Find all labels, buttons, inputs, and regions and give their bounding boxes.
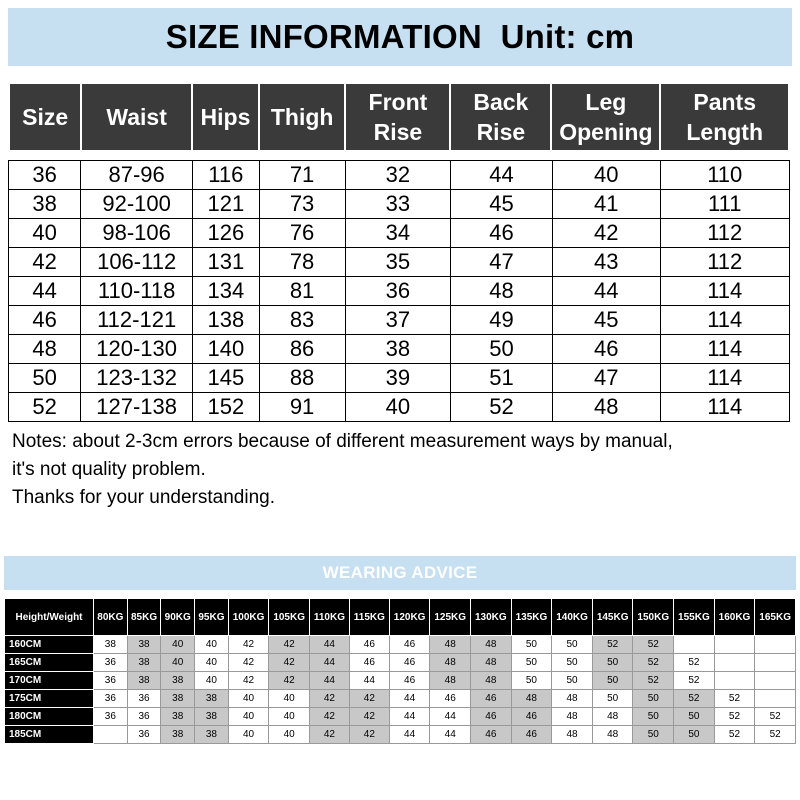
- size-table-cell: 52: [451, 393, 553, 422]
- wearing-size-cell: 48: [471, 672, 512, 690]
- wearing-size-cell: [755, 654, 796, 672]
- size-table-cell: 45: [552, 306, 660, 335]
- size-table: [8, 160, 790, 422]
- weight-header-cell: 125KG: [430, 599, 471, 636]
- weight-header-cell: 150KG: [633, 599, 674, 636]
- size-header-cell: [9, 83, 81, 151]
- wearing-size-cell: 36: [94, 654, 128, 672]
- size-header-label: Leg: [585, 89, 627, 115]
- wearing-size-cell: 50: [633, 708, 674, 726]
- size-table-cell: 126: [193, 219, 260, 248]
- size-table-cell: 145: [193, 364, 260, 393]
- wearing-size-cell: 38: [195, 708, 229, 726]
- wearing-size-cell: 48: [430, 672, 471, 690]
- wearing-size-cell: 50: [674, 708, 715, 726]
- wearing-size-cell: 50: [633, 726, 674, 744]
- weight-header-cell: 155KG: [674, 599, 715, 636]
- wearing-size-cell: [755, 672, 796, 690]
- size-table-cell: 45: [451, 190, 553, 219]
- size-table-cell: 36: [9, 161, 81, 190]
- wearing-size-cell: 50: [552, 636, 593, 654]
- size-table-cell: 111: [660, 190, 790, 219]
- weight-header-cell: 120KG: [389, 599, 430, 636]
- size-table-cell: 116: [193, 161, 260, 190]
- wearing-size-cell: 36: [127, 726, 161, 744]
- wearing-size-cell: 36: [94, 708, 128, 726]
- wearing-size-cell: 50: [511, 636, 552, 654]
- size-table-cell: 120-130: [81, 335, 193, 364]
- size-table-cell: 87-96: [81, 161, 193, 190]
- size-table-cell: 140: [193, 335, 260, 364]
- height-label: 185CM: [5, 726, 94, 744]
- wearing-size-cell: 46: [471, 690, 512, 708]
- wearing-table-row: [5, 636, 796, 654]
- size-table-cell: 50: [9, 364, 81, 393]
- wearing-size-cell: 42: [228, 636, 269, 654]
- title-banner: [8, 8, 792, 66]
- wearing-size-cell: 48: [592, 726, 633, 744]
- size-table-cell: 92-100: [81, 190, 193, 219]
- size-header-label: Rise: [476, 119, 526, 145]
- size-table-cell: 152: [193, 393, 260, 422]
- wearing-size-cell: 52: [633, 636, 674, 654]
- size-table-cell: 114: [660, 393, 790, 422]
- wearing-size-cell: 52: [633, 654, 674, 672]
- wearing-size-cell: 52: [674, 690, 715, 708]
- wearing-size-cell: 38: [127, 672, 161, 690]
- wearing-size-cell: 44: [430, 726, 471, 744]
- weight-header-cell: 165KG: [755, 599, 796, 636]
- weight-header-cell: 110KG: [309, 599, 349, 636]
- page-title: SIZE INFORMATION Unit: cm: [165, 18, 635, 55]
- wearing-size-cell: 38: [161, 708, 195, 726]
- weight-header-cell: 90KG: [161, 599, 195, 636]
- wearing-size-cell: 38: [127, 654, 161, 672]
- weight-header-cell: 135KG: [511, 599, 552, 636]
- size-table-cell: 33: [345, 190, 451, 219]
- wearing-size-cell: 42: [269, 636, 310, 654]
- wearing-size-cell: 52: [755, 708, 796, 726]
- size-table-cell: 41: [552, 190, 660, 219]
- size-table-cell: 48: [9, 335, 81, 364]
- wearing-size-cell: 38: [127, 636, 161, 654]
- wearing-size-cell: 40: [228, 690, 269, 708]
- size-table-cell: 110: [660, 161, 790, 190]
- size-table-cell: 48: [451, 277, 553, 306]
- wearing-size-cell: [94, 726, 128, 744]
- height-label: 180CM: [5, 708, 94, 726]
- size-table-cell: 114: [660, 277, 790, 306]
- wearing-corner-header: Height/Weight: [5, 599, 94, 636]
- size-header-cell: [345, 83, 450, 151]
- height-label: 170CM: [5, 672, 94, 690]
- size-table-cell: 47: [552, 364, 660, 393]
- wearing-size-cell: 48: [430, 636, 471, 654]
- size-table-cell: 46: [9, 306, 81, 335]
- wearing-size-cell: 40: [195, 654, 229, 672]
- wearing-size-cell: 42: [269, 672, 310, 690]
- wearing-size-cell: 38: [161, 726, 195, 744]
- size-table-cell: 42: [552, 219, 660, 248]
- wearing-size-cell: 50: [552, 672, 593, 690]
- wearing-size-cell: 50: [592, 690, 633, 708]
- wearing-size-cell: 42: [349, 708, 389, 726]
- wearing-size-cell: 40: [161, 654, 195, 672]
- wearing-size-cell: 48: [552, 708, 593, 726]
- wearing-size-cell: 38: [195, 726, 229, 744]
- size-header-cell: [81, 83, 192, 151]
- wearing-size-cell: [714, 654, 755, 672]
- wearing-size-cell: 40: [228, 708, 269, 726]
- weight-header-cell: 160KG: [714, 599, 755, 636]
- size-table-cell: 51: [451, 364, 553, 393]
- wearing-size-cell: 48: [552, 726, 593, 744]
- weight-header-cell: 140KG: [552, 599, 593, 636]
- size-table-cell: 48: [552, 393, 660, 422]
- wearing-size-cell: 40: [195, 672, 229, 690]
- size-table-cell: 112: [660, 248, 790, 277]
- wearing-size-cell: 42: [269, 654, 310, 672]
- size-table-cell: 44: [451, 161, 553, 190]
- weight-header-cell: 80KG: [94, 599, 128, 636]
- size-header-label: Pants: [693, 89, 757, 115]
- size-table-row: [9, 393, 790, 422]
- size-header-label: Length: [686, 119, 764, 145]
- size-table-header: [8, 82, 790, 152]
- wearing-size-cell: 48: [511, 690, 552, 708]
- wearing-size-cell: 48: [471, 636, 512, 654]
- size-table-cell: 78: [259, 248, 345, 277]
- weight-header-cell: 85KG: [127, 599, 161, 636]
- size-table-cell: 123-132: [81, 364, 193, 393]
- wearing-size-cell: 42: [228, 672, 269, 690]
- wearing-size-cell: 38: [195, 690, 229, 708]
- size-header-label: Waist: [106, 104, 167, 130]
- wearing-size-cell: [674, 636, 715, 654]
- size-table-cell: 110-118: [81, 277, 193, 306]
- size-table-cell: 36: [345, 277, 451, 306]
- wearing-size-cell: 46: [511, 726, 552, 744]
- notes-line-1: Notes: about 2-3cm errors because of different measurement ways by manual,: [12, 431, 673, 452]
- wearing-size-cell: 52: [755, 726, 796, 744]
- size-table-cell: 47: [451, 248, 553, 277]
- size-table-header-row: [9, 83, 789, 151]
- size-table-row: [9, 248, 790, 277]
- size-table-cell: 127-138: [81, 393, 193, 422]
- wearing-size-cell: 48: [471, 654, 512, 672]
- wearing-size-cell: 50: [674, 726, 715, 744]
- weight-header-cell: 95KG: [195, 599, 229, 636]
- size-table-cell: 46: [552, 335, 660, 364]
- wearing-size-cell: 50: [511, 672, 552, 690]
- size-table-cell: 81: [259, 277, 345, 306]
- notes-line-3: Thanks for your understanding.: [12, 487, 275, 508]
- wearing-size-cell: [755, 690, 796, 708]
- wearing-size-cell: 44: [309, 672, 349, 690]
- size-table-row: [9, 190, 790, 219]
- wearing-size-cell: 40: [269, 690, 310, 708]
- size-table-cell: 40: [9, 219, 81, 248]
- wearing-advice-title: WEARING ADVICE: [322, 563, 478, 582]
- wearing-size-cell: 36: [127, 708, 161, 726]
- wearing-size-cell: 36: [94, 690, 128, 708]
- wearing-size-cell: 46: [430, 690, 471, 708]
- wearing-size-cell: 46: [349, 636, 389, 654]
- weight-header-cell: 100KG: [228, 599, 269, 636]
- weight-header-cell: 115KG: [349, 599, 389, 636]
- height-label: 175CM: [5, 690, 94, 708]
- wearing-size-cell: 36: [94, 672, 128, 690]
- size-header-label: Hips: [200, 104, 251, 130]
- size-table-cell: 114: [660, 335, 790, 364]
- weight-header-cell: 105KG: [269, 599, 310, 636]
- size-header-cell: [660, 83, 789, 151]
- wearing-table-row: [5, 690, 796, 708]
- size-table-cell: 38: [9, 190, 81, 219]
- wearing-size-cell: 44: [309, 654, 349, 672]
- size-header-label: Front: [368, 89, 428, 115]
- wearing-size-cell: 50: [633, 690, 674, 708]
- size-table-cell: 35: [345, 248, 451, 277]
- wearing-size-cell: 42: [349, 690, 389, 708]
- wearing-table-row: [5, 726, 796, 744]
- wearing-size-cell: [714, 672, 755, 690]
- size-table-cell: 52: [9, 393, 81, 422]
- wearing-size-cell: 48: [430, 654, 471, 672]
- wearing-size-cell: 50: [592, 654, 633, 672]
- wearing-size-cell: 52: [674, 672, 715, 690]
- size-table-cell: 88: [259, 364, 345, 393]
- wearing-size-cell: 40: [161, 636, 195, 654]
- wearing-size-cell: 46: [471, 726, 512, 744]
- weight-header-cell: 145KG: [592, 599, 633, 636]
- wearing-size-cell: 46: [389, 672, 430, 690]
- wearing-size-cell: 50: [592, 672, 633, 690]
- size-header-cell: [551, 83, 660, 151]
- wearing-size-cell: 42: [349, 726, 389, 744]
- size-header-label: Back: [473, 89, 529, 115]
- wearing-size-cell: 44: [389, 726, 430, 744]
- wearing-size-cell: 40: [269, 708, 310, 726]
- size-table-cell: 91: [259, 393, 345, 422]
- wearing-advice-table: [4, 598, 796, 744]
- wearing-size-cell: [714, 636, 755, 654]
- wearing-size-cell: 38: [161, 690, 195, 708]
- height-label: 165CM: [5, 654, 94, 672]
- size-header-cell: [450, 83, 551, 151]
- notes: [12, 428, 792, 512]
- wearing-size-cell: 52: [714, 690, 755, 708]
- size-table-row: [9, 161, 790, 190]
- size-table-cell: 112-121: [81, 306, 193, 335]
- wearing-table-header-row: [5, 599, 796, 636]
- size-table-cell: 76: [259, 219, 345, 248]
- wearing-size-cell: 46: [349, 654, 389, 672]
- wearing-size-cell: 44: [389, 708, 430, 726]
- size-table-cell: 86: [259, 335, 345, 364]
- size-table-cell: 134: [193, 277, 260, 306]
- wearing-size-cell: 38: [94, 636, 128, 654]
- size-table-row: [9, 219, 790, 248]
- wearing-size-cell: 46: [389, 636, 430, 654]
- wearing-size-cell: 48: [552, 690, 593, 708]
- size-table-cell: 138: [193, 306, 260, 335]
- wearing-size-cell: 52: [633, 672, 674, 690]
- size-table-cell: 121: [193, 190, 260, 219]
- size-table-cell: 114: [660, 364, 790, 393]
- notes-line-2: it's not quality problem.: [12, 459, 206, 480]
- size-table-cell: 83: [259, 306, 345, 335]
- size-header-label: Thigh: [270, 104, 334, 130]
- wearing-size-cell: 46: [471, 708, 512, 726]
- wearing-size-cell: 50: [552, 654, 593, 672]
- wearing-advice-banner: [4, 556, 796, 590]
- size-table-cell: 112: [660, 219, 790, 248]
- wearing-size-cell: 44: [349, 672, 389, 690]
- wearing-size-cell: 52: [674, 654, 715, 672]
- size-table-cell: 106-112: [81, 248, 193, 277]
- wearing-table-row: [5, 672, 796, 690]
- wearing-size-cell: 40: [269, 726, 310, 744]
- size-table-cell: 44: [9, 277, 81, 306]
- wearing-size-cell: 42: [309, 690, 349, 708]
- wearing-size-cell: 52: [592, 636, 633, 654]
- size-table-cell: 98-106: [81, 219, 193, 248]
- height-label: 160CM: [5, 636, 94, 654]
- size-table-cell: 131: [193, 248, 260, 277]
- size-header-cell: [192, 83, 259, 151]
- wearing-size-cell: 44: [309, 636, 349, 654]
- size-header-label: Rise: [373, 119, 423, 145]
- size-table-cell: 114: [660, 306, 790, 335]
- size-table-cell: 43: [552, 248, 660, 277]
- wearing-size-cell: [755, 636, 796, 654]
- size-table-row: [9, 277, 790, 306]
- size-header-label: Opening: [559, 119, 653, 145]
- size-table-row: [9, 335, 790, 364]
- wearing-table-row: [5, 654, 796, 672]
- size-table-cell: 46: [451, 219, 553, 248]
- size-header-cell: [259, 83, 345, 151]
- wearing-size-cell: 36: [127, 690, 161, 708]
- size-table-row: [9, 306, 790, 335]
- wearing-size-cell: 52: [714, 708, 755, 726]
- size-table-cell: 50: [451, 335, 553, 364]
- size-header-label: Size: [22, 104, 69, 130]
- wearing-size-cell: 40: [228, 726, 269, 744]
- wearing-size-cell: 44: [430, 708, 471, 726]
- wearing-size-cell: 44: [389, 690, 430, 708]
- size-table-cell: 73: [259, 190, 345, 219]
- wearing-size-cell: 40: [195, 636, 229, 654]
- wearing-size-cell: 46: [389, 654, 430, 672]
- weight-header-cell: 130KG: [471, 599, 512, 636]
- wearing-size-cell: 48: [592, 708, 633, 726]
- size-table-cell: 34: [345, 219, 451, 248]
- wearing-size-cell: 42: [309, 708, 349, 726]
- size-table-cell: 71: [259, 161, 345, 190]
- size-table-cell: 40: [552, 161, 660, 190]
- size-table-cell: 40: [345, 393, 451, 422]
- wearing-table-row: [5, 708, 796, 726]
- wearing-size-cell: 38: [161, 672, 195, 690]
- size-table-cell: 39: [345, 364, 451, 393]
- size-table-cell: 32: [345, 161, 451, 190]
- size-table-cell: 44: [552, 277, 660, 306]
- size-table-cell: 38: [345, 335, 451, 364]
- size-table-cell: 37: [345, 306, 451, 335]
- wearing-size-cell: 42: [228, 654, 269, 672]
- size-table-cell: 42: [9, 248, 81, 277]
- wearing-size-cell: 52: [714, 726, 755, 744]
- wearing-size-cell: 42: [309, 726, 349, 744]
- size-table-row: [9, 364, 790, 393]
- wearing-size-cell: 50: [511, 654, 552, 672]
- wearing-size-cell: 46: [511, 708, 552, 726]
- size-table-cell: 49: [451, 306, 553, 335]
